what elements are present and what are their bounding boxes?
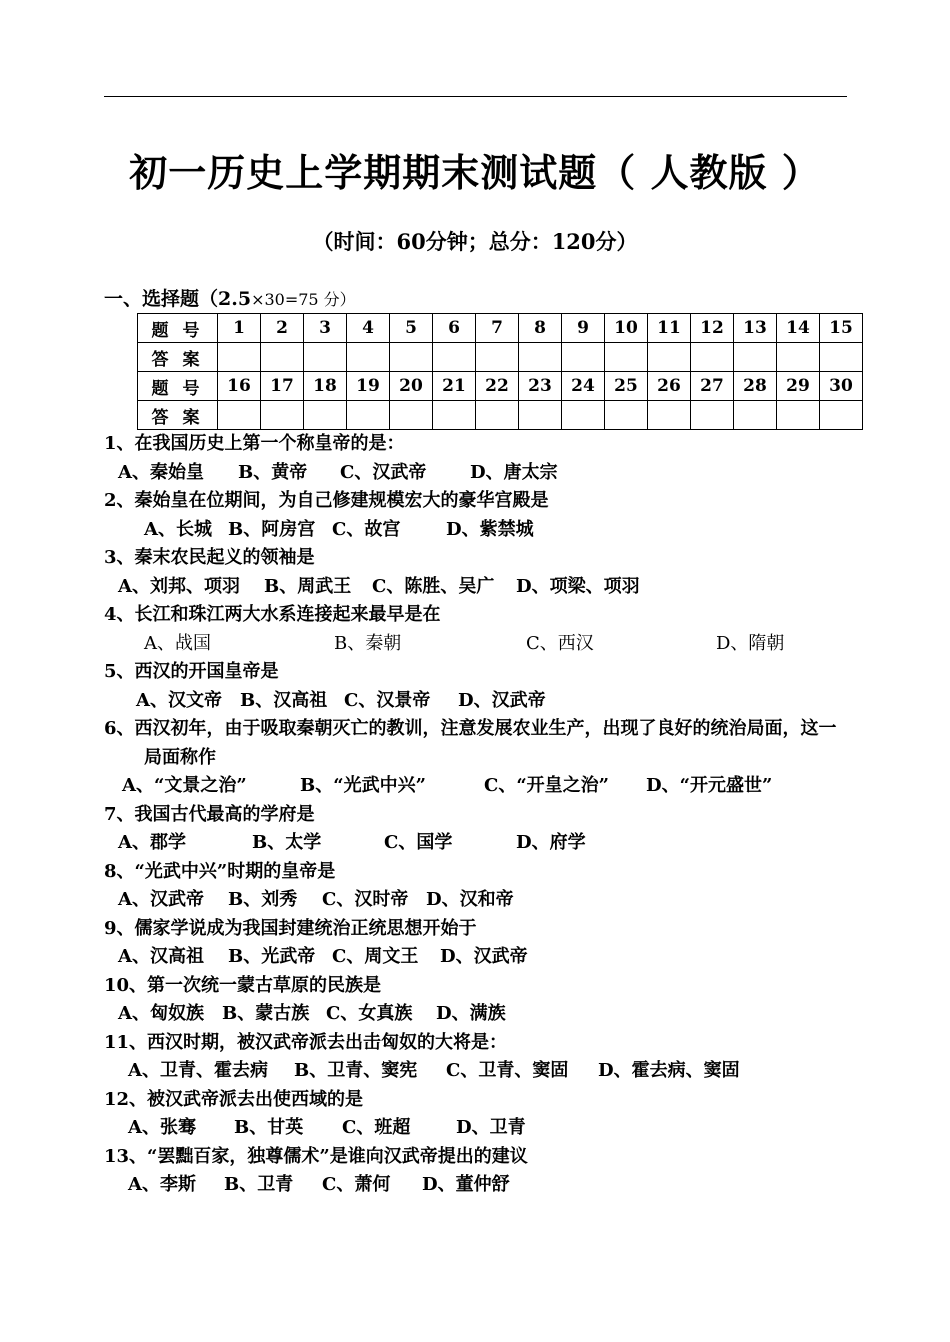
- grid-header-answer: 答 案: [138, 401, 218, 430]
- answer-cell[interactable]: [433, 343, 476, 372]
- answer-cell[interactable]: [218, 401, 261, 430]
- answer-cell[interactable]: [218, 343, 261, 372]
- option: D、汉和帝: [426, 889, 514, 910]
- grid-number: 20: [390, 372, 433, 401]
- question-options: [104, 886, 864, 915]
- option: D、汉武帝: [440, 946, 528, 967]
- grid-number: 3: [304, 314, 347, 343]
- answer-cell[interactable]: [304, 401, 347, 430]
- question-stem: 6、西汉初年，由于吸取秦朝灭亡的教训，注意发展农业生产，出现了良好的统治局面，这一: [104, 718, 837, 739]
- question-stem: 7、我国古代最高的学府是: [104, 803, 315, 825]
- question-options: [104, 687, 864, 716]
- option: A、张骞: [128, 1117, 196, 1138]
- question-stem: 8、“光武中兴”时期的皇帝是: [104, 860, 336, 882]
- option: A、汉武帝: [118, 889, 204, 910]
- answer-cell[interactable]: [777, 343, 820, 372]
- option: C、卫青、窦固: [446, 1060, 569, 1081]
- question-stem: 1、在我国历史上第一个称皇帝的是：: [104, 433, 405, 454]
- grid-number: 25: [605, 372, 648, 401]
- grid-number: 8: [519, 314, 562, 343]
- answer-cell[interactable]: [261, 401, 304, 430]
- question-stem: 2、秦始皇在位期间，为自己修建规模宏大的豪华宫殿是: [104, 490, 549, 511]
- option: D、“开元盛世”: [646, 775, 773, 796]
- question-options: [104, 772, 864, 801]
- grid-header-number: 题 号: [138, 314, 218, 343]
- option: D、唐太宗: [470, 461, 558, 483]
- question-options: [104, 459, 864, 488]
- grid-number: 24: [562, 372, 605, 401]
- grid-number: 4: [347, 314, 390, 343]
- option: B、卫青: [224, 1174, 294, 1195]
- grid-answer-row-1: [138, 343, 863, 372]
- grid-number-row-2: [138, 372, 863, 401]
- grid-number: 6: [433, 314, 476, 343]
- answer-cell[interactable]: [605, 401, 648, 430]
- answer-cell[interactable]: [777, 401, 820, 430]
- answer-cell[interactable]: [390, 343, 433, 372]
- answer-cell[interactable]: [347, 343, 390, 372]
- option: C、故宫: [332, 518, 401, 540]
- answer-cell[interactable]: [304, 343, 347, 372]
- option: D、满族: [436, 1003, 506, 1024]
- question-options: [104, 829, 864, 858]
- grid-header-number: 题 号: [138, 372, 218, 401]
- answer-cell[interactable]: [562, 401, 605, 430]
- option: D、隋朝: [716, 632, 785, 654]
- option: D、紫禁城: [446, 518, 534, 540]
- grid-number: 9: [562, 314, 605, 343]
- answer-cell[interactable]: [820, 343, 863, 372]
- answer-cell[interactable]: [734, 401, 777, 430]
- option: B、秦朝: [334, 632, 402, 654]
- option: B、卫青、窦宪: [294, 1060, 418, 1081]
- option: A、李斯: [128, 1174, 196, 1195]
- option: A、长城: [144, 518, 212, 540]
- question-options: [104, 630, 864, 659]
- question-options: [104, 1114, 864, 1143]
- grid-number: 12: [691, 314, 734, 343]
- page-title: 初一历史上学期期末测试题（ 人教版 ）: [129, 150, 821, 195]
- option: A、汉文帝: [136, 689, 222, 711]
- answer-cell[interactable]: [433, 401, 476, 430]
- question-stem: 5、西汉的开国皇帝是: [104, 661, 279, 682]
- grid-number: 28: [734, 372, 777, 401]
- answer-cell[interactable]: [691, 401, 734, 430]
- answer-cell[interactable]: [734, 343, 777, 372]
- option: B、蒙古族: [222, 1003, 310, 1024]
- answer-cell[interactable]: [261, 343, 304, 372]
- option: C、汉景帝: [344, 689, 431, 711]
- option: D、卫青: [456, 1117, 526, 1138]
- option: B、“光武中兴”: [300, 775, 426, 796]
- question-stem: 10、第一次统一蒙古草原的民族是: [104, 974, 382, 996]
- question-options: [104, 943, 864, 972]
- question-stem-continued: 局面称作: [144, 746, 216, 768]
- answer-cell[interactable]: [519, 401, 562, 430]
- question-stem: 11、西汉时期，被汉武帝派去出击匈奴的大将是：: [104, 1031, 508, 1053]
- option: B、刘秀: [228, 889, 298, 910]
- option: D、汉武帝: [458, 689, 546, 711]
- answer-cell[interactable]: [605, 343, 648, 372]
- option: D、董仲舒: [422, 1174, 510, 1195]
- option: A、秦始皇: [118, 461, 204, 483]
- option: C、“开皇之治”: [484, 775, 610, 796]
- option: C、周文王: [332, 946, 419, 967]
- section-heading: [104, 284, 356, 311]
- option: B、甘英: [234, 1117, 304, 1138]
- option: B、光武帝: [228, 946, 316, 967]
- grid-number: 11: [648, 314, 691, 343]
- grid-number: 1: [218, 314, 261, 343]
- option: C、女真族: [326, 1003, 413, 1024]
- option: C、汉时帝: [322, 889, 409, 910]
- answer-cell[interactable]: [390, 401, 433, 430]
- grid-number: 30: [820, 372, 863, 401]
- answer-cell[interactable]: [648, 401, 691, 430]
- answer-cell[interactable]: [476, 343, 519, 372]
- option: C、国学: [384, 832, 453, 853]
- grid-number: 21: [433, 372, 476, 401]
- option: A、刘邦、项羽: [118, 575, 240, 597]
- option: D、项梁、项羽: [516, 575, 640, 597]
- grid-number: 19: [347, 372, 390, 401]
- option: C、西汉: [526, 632, 594, 654]
- question-options: [104, 1057, 864, 1086]
- option: A、匈奴族: [118, 1003, 204, 1024]
- option: C、陈胜、吴广: [372, 575, 495, 597]
- answer-cell[interactable]: [476, 401, 519, 430]
- question-stem: 12、被汉武帝派去出使西域的是: [104, 1088, 364, 1110]
- grid-header-answer: 答 案: [138, 343, 218, 372]
- grid-number: 15: [820, 314, 863, 343]
- grid-number: 10: [605, 314, 648, 343]
- grid-answer-row-2: [138, 401, 863, 430]
- option: A、汉高祖: [118, 946, 204, 967]
- grid-number: 13: [734, 314, 777, 343]
- grid-number: 23: [519, 372, 562, 401]
- option: C、汉武帝: [340, 461, 427, 483]
- section-title: 一、选择题（2.5: [104, 288, 252, 310]
- grid-number: 16: [218, 372, 261, 401]
- grid-number-row-1: [138, 314, 863, 343]
- question-stem: 9、儒家学说成为我国封建统治正统思想开始于: [104, 917, 477, 939]
- grid-number: 26: [648, 372, 691, 401]
- grid-number: 18: [304, 372, 347, 401]
- question-stem: 13、“罢黜百家，独尊儒术”是谁向汉武帝提出的建议: [104, 1145, 528, 1167]
- answer-cell[interactable]: [562, 343, 605, 372]
- grid-number: 14: [777, 314, 820, 343]
- section-score: ×30=75 分）: [251, 290, 356, 309]
- answer-cell[interactable]: [347, 401, 390, 430]
- option: B、太学: [252, 832, 322, 853]
- question-options: [104, 1171, 864, 1200]
- header-rule: [104, 96, 847, 97]
- option: A、郡学: [118, 832, 186, 853]
- question-options: [104, 1000, 864, 1029]
- grid-number: 22: [476, 372, 519, 401]
- grid-number: 17: [261, 372, 304, 401]
- option: C、萧何: [322, 1174, 391, 1195]
- grid-number: 29: [777, 372, 820, 401]
- option: B、汉高祖: [240, 689, 328, 711]
- question-stem: 3、秦末农民起义的领袖是: [104, 547, 315, 568]
- exam-info: （时间：60分钟；总分：120分）: [312, 229, 638, 254]
- option: D、府学: [516, 832, 586, 853]
- option: D、霍去病、窦固: [598, 1060, 740, 1081]
- answer-cell[interactable]: [519, 343, 562, 372]
- option: A、战国: [144, 632, 211, 654]
- option: B、黄帝: [238, 461, 308, 483]
- grid-number: 27: [691, 372, 734, 401]
- option: B、阿房宫: [228, 518, 316, 540]
- grid-number: 2: [261, 314, 304, 343]
- answer-cell[interactable]: [648, 343, 691, 372]
- grid-number: 7: [476, 314, 519, 343]
- question-stem: 4、长江和珠江两大水系连接起来最早是在: [104, 604, 441, 625]
- question-list: [104, 430, 864, 1200]
- option: A、“文景之治”: [122, 775, 247, 796]
- question-options: [104, 516, 864, 545]
- answer-cell[interactable]: [691, 343, 734, 372]
- answer-cell[interactable]: [820, 401, 863, 430]
- answer-grid: [137, 313, 863, 430]
- grid-number: 5: [390, 314, 433, 343]
- option: B、周武王: [264, 575, 352, 597]
- question-options: [104, 573, 864, 602]
- option: A、卫青、霍去病: [128, 1060, 268, 1081]
- option: C、班超: [342, 1117, 411, 1138]
